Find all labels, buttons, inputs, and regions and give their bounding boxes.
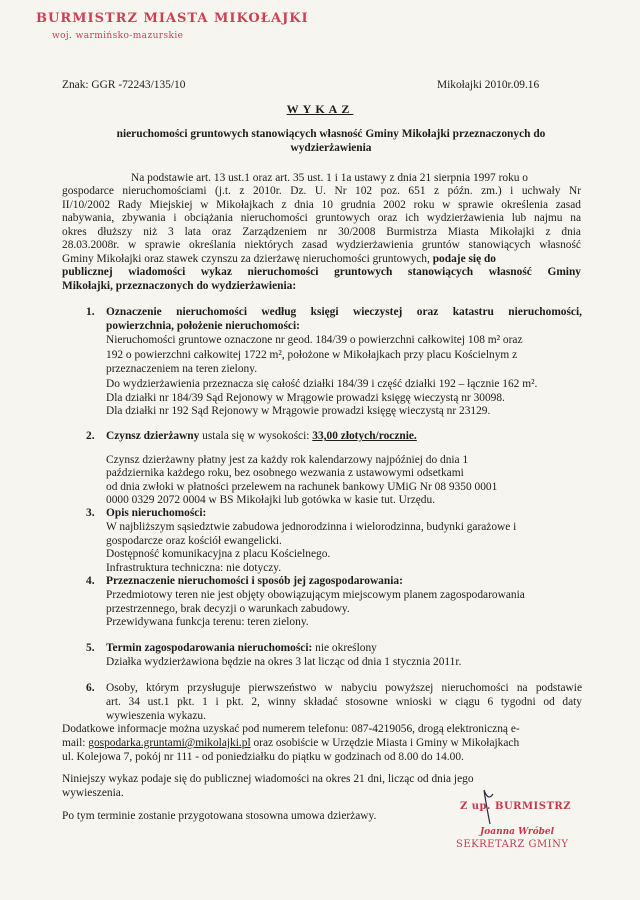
contact-line: Dodatkowe informacje można uzyskać pod numerem telefonu: 087-4219056, drogą elektroniczną e-: [62, 723, 520, 735]
document-title: WYKAZ: [286, 102, 354, 116]
intro-line: Na podstawie art. 13 ust.1 oraz art. 35 ust. 1 i 1a ustawy z dnia 21 sierpnia 1997 roku o: [131, 172, 529, 184]
section-line: Przewidywana funkcja terenu: teren zielony.: [106, 616, 309, 628]
section-line: Dla działki nr 184/39 Sąd Rejonowy w Mrągowie prowadzi księgę wieczystą nr 30098.: [106, 392, 505, 404]
section-line: Czynsz dzierżawny płatny jest za każdy rok kalendarzowy najpóźniej do dnia 1: [106, 454, 469, 466]
rent-amount: 33,00 złotych/rocznie.: [312, 430, 417, 442]
intro-line: gospodarce nieruchomościami (j.t. z 2010r. Dz. U. Nr 102 poz. 651 z późn. zm.) i uchwały Nr: [62, 185, 581, 197]
section-line: gospodarcze oraz kościół ewangelicki.: [106, 535, 282, 547]
intro-line: [62, 253, 496, 267]
intro-line: 28.03.2008r. w sprawie określania niektórych zasad wydzierżawienia gruntów stanowiących własność: [62, 239, 581, 251]
reference-number: Znak: GGR -72243/135/10: [62, 79, 186, 91]
section-line: Przedmiotowy teren nie jest objęty obowiązującym miejscowym planem zagospodarowania: [106, 589, 525, 601]
intro-line-bold: podaje się do: [432, 253, 497, 265]
section-line: Dostępność komunikacyjna z placu Kościelnego.: [106, 548, 331, 560]
section-line: Dla działki nr 192 Sąd Rejonowy w Mrągowie prowadzi księgę wieczystą nr 23129.: [106, 405, 491, 417]
contact-office: oraz osobiście w Urzędzie Miasta i Gminy w Mikołajkach: [250, 737, 520, 749]
section-line: od dnia zwłoki w płatności przelewem na rachunek bankowy UMiG Nr 08 9350 0001: [106, 481, 498, 493]
rent-label: Czynsz dzierżawny: [106, 430, 200, 442]
term-label: Termin zagospodarowania nieruchomości:: [106, 642, 313, 654]
section-number: 4.: [86, 575, 95, 587]
section-heading: Opis nieruchomości:: [106, 507, 207, 519]
closing-line: wywieszenia.: [62, 787, 124, 799]
stamp-title: BURMISTRZ MIASTA MIKOŁAJKI: [36, 11, 309, 26]
section-line: Nieruchomości gruntowe oznaczone nr geod. 184/39 o powierzchni całkowitej 108 m² oraz: [106, 334, 523, 346]
section-line: października każdego roku, bez osobnego wezwania z ustawowymi odsetkami: [106, 467, 464, 479]
email-link[interactable]: gospodarka.gruntami@mikolajki.pl: [88, 737, 251, 749]
intro-bold-line: publicznej wiadomości wykaz nieruchomości gruntowych stanowiących własność Gminy: [62, 266, 581, 278]
intro-line: okres dłuższy niż 3 lata oraz Zarządzeniem nr 30/2008 Burmistrza Miasta Mikołajki z dnia: [62, 226, 581, 238]
intro-line: nabywania, zbywania i obciążania nieruchomości gruntowych oraz ich wydzierżawienia lub najmu na: [62, 212, 581, 224]
closing-line: Po tym terminie zostanie przygotowana stosowna umowa dzierżawy.: [62, 810, 377, 822]
document-subtitle: nieruchomości gruntowych stanowiących własność Gminy Mikołajki przeznaczonych do wydzierżawienia: [116, 128, 546, 154]
section-line: art. 34 ust.1 pkt. 1 i pkt. 2, winny składać stosowne wnioski w ciągu 6 tygodni od daty: [106, 696, 582, 708]
contact-line: ul. Kolejowa 7, pokój nr 111 - od poniedziałku do piątku w godzinach od 8.00 do 14.00.: [62, 751, 464, 763]
section-line: Osoby, którym przysługuje pierwszeństwo w nabyciu powyższej nieruchomości na podstawie: [106, 682, 582, 694]
section-line: W najbliższym sąsiedztwie zabudowa jednorodzinna i wielorodzinna, budynki garażowe i: [106, 521, 517, 533]
section-line: 192 o powierzchni całkowitej 1722 m², położone w Mikołajkach przy placu Kościelnym z: [106, 349, 518, 361]
section-line: 0000 0329 2072 0004 w BS Mikołajki lub gotówka w kasie tut. Urzędu.: [106, 494, 436, 506]
section-number: 3.: [86, 507, 95, 519]
intro-bold-line: Mikołajki, przeznaczonych do wydzierżawienia:: [62, 280, 297, 292]
section-line: Infrastruktura techniczna: nie dotyczy.: [106, 562, 282, 574]
section-number: 5.: [86, 642, 95, 654]
signature-title: Z up. BURMISTRZ: [460, 801, 572, 812]
section-line: przestrzennego, brak decyzji o warunkach zabudowy.: [106, 603, 350, 615]
section-number: 2.: [86, 430, 95, 442]
signature-name: Joanna Wróbel: [480, 827, 555, 837]
section-line: wywieszenia wykazu.: [106, 710, 206, 722]
email-prefix: mail:: [62, 737, 89, 749]
section-number: 1.: [86, 306, 95, 318]
section-number: 6.: [86, 682, 95, 694]
section-heading: [106, 642, 377, 656]
section-heading: powierzchnia, położenie nieruchomości:: [106, 320, 300, 332]
section-line: Działka wydzierżawiona będzie na okres 3 lat licząc od dnia 1 stycznia 2011r.: [106, 656, 462, 668]
intro-line-normal: Gminy Mikołajki oraz stawek czynszu za dzierżawę nieruchomości gruntowych,: [62, 253, 430, 265]
intro-line: II/10/2002 Rady Miejskiej w Mikołajkach z dnia 10 grudnia 2002 roku w sprawie określenia zasad: [62, 199, 581, 211]
contact-line: [62, 737, 519, 751]
section-line: Do wydzierżawienia przeznacza się całość działki 184/39 i część działki 192 – łącznie 162 m².: [106, 378, 538, 390]
signature-position: SEKRETARZ GMINY: [456, 839, 569, 850]
section-heading: Oznaczenie nieruchomości według księgi wieczystej oraz katastru nieruchomości,: [106, 306, 582, 318]
closing-line: Niniejszy wykaz podaje się do publicznej wiadomości na okres 21 dni, licząc od dnia jego: [62, 773, 474, 785]
section-heading: [106, 430, 417, 444]
rent-label-rest: ustala się w wysokości:: [199, 430, 313, 442]
section-line: przeznaczeniem na teren zielony.: [106, 363, 258, 375]
document-date: Mikołajki 2010r.09.16: [437, 79, 540, 91]
section-heading: Przeznaczenie nieruchomości i sposób jej zagospodarowania:: [106, 575, 403, 587]
term-value: nie określony: [312, 642, 377, 654]
stamp-subtitle: woj. warmińsko-mazurskie: [52, 31, 184, 41]
